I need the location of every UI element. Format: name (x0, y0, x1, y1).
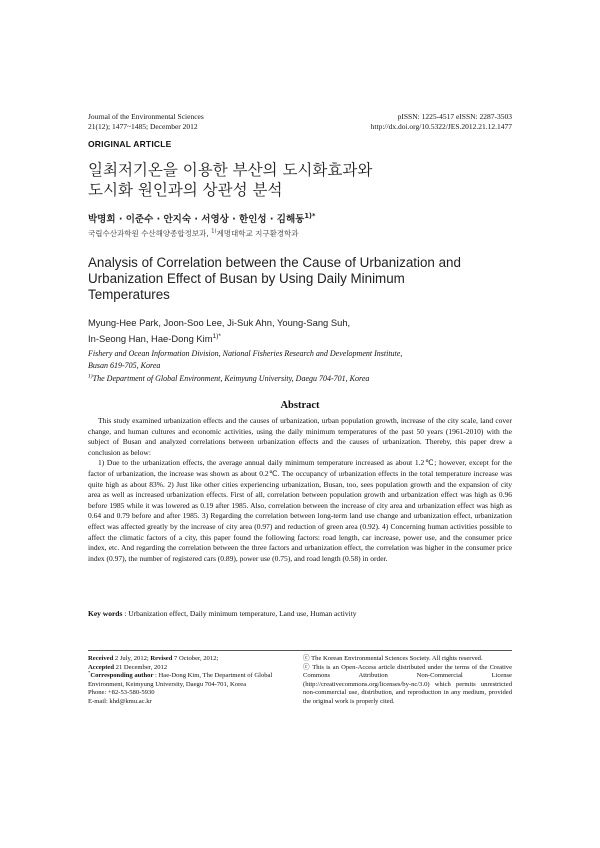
affil1-line1: Fishery and Ocean Information Division, National Fisheries Research and Development Institute, (88, 349, 403, 358)
english-title-line2: Urbanization Effect of Busan by Using Daily Minimum (88, 271, 405, 286)
korean-title-line1: 일최저기온을 이용한 부산의 도시화효과와 (88, 161, 373, 179)
revised-label: Revised (150, 655, 173, 662)
accepted-line (88, 664, 300, 673)
keywords-separator: : (122, 609, 129, 618)
keywords-text: Urbanization effect, Daily minimum temperature, Land use, Human activity (128, 609, 357, 618)
english-authors (88, 315, 508, 347)
issn-text: pISSN: 1225-4517 eISSN: 2287-3503 (397, 112, 512, 121)
abstract-paragraph-2: 1) Due to the urbanization effects, the average annual daily minimum temperature increased as about 1.2℃; however, except for the factor of urbanization, the increase was shown as about 0.2℃. The occupancy of urbanization effects in the total temperature increase was quite high as about 83%. 2) Just like other cities experiencing urbanization, Busan, too, sees population growth and the expansion of city area as well as increased urbanization effects. First of all, correlation between population growth and urbanization effect was high as 0.96 before 1985 while it was lowered as 0.19 after 1985. Also, correlation between the increase of city area and urbanization effect was high as 0.64 and 0.79 before and after 1985. 3) Regarding the correlation between long-term land use change and urbanization effect, urbanization effect was affected greatly by the increase of city area (0.97) and reduction of green area (0.92). 4) Concerning human activities possible to affect the climatic factors of a city, this paper found the following factors: road length, car increase, power use, and the consumer price index, etc. And regarding the correlation between the three factors and urbanization effect, the correlation was higher in the consumer price index (0.97), the number of registered cars (0.89), power use (0.75), and road length (0.58) in order. (88, 458, 512, 563)
korean-author-sup: 1)* (304, 211, 316, 220)
korean-affil-rest: 계명대학교 지구환경학과 (216, 229, 299, 238)
footer-divider (88, 650, 512, 651)
issn-doi (252, 112, 512, 132)
abstract-body (88, 416, 512, 564)
korean-affil-sup: 1) (211, 228, 217, 235)
footer-license (303, 655, 512, 707)
article-type: ORIGINAL ARTICLE (88, 139, 172, 149)
phone: Phone: +82-53-580-5930 (88, 689, 155, 697)
received-label: Received (88, 655, 114, 662)
corr-star: * (88, 670, 91, 675)
affil1-line2: Busan 619-705, Korea (88, 361, 161, 370)
english-title (88, 255, 518, 303)
english-authors-line2: In-Seong Han, Hae-Dong Kim (88, 333, 213, 344)
english-authors-line1: Myung-Hee Park, Joon-Soo Lee, Ji-Suk Ahn, Young-Sang Suh, (88, 317, 351, 328)
korean-affil-main: 국립수산과학원 수산해양종합정보과, (88, 229, 212, 238)
english-title-line1: Analysis of Correlation between the Cause of Urbanization and (88, 255, 461, 270)
copyright-notice: ⓒ The Korean Environmental Sciences Society. All rights reserved. (303, 655, 483, 662)
received-revised-line (88, 655, 300, 664)
english-authors-sup: 1)* (212, 332, 221, 340)
abstract-heading: Abstract (280, 400, 320, 411)
accepted-label: Accepted (88, 663, 114, 671)
keywords-label: Key words (88, 609, 123, 618)
footer-dates-contact (88, 655, 300, 707)
affil2-text: The Department of Global Environment, Keimyung University, Daegu 704-701, Korea (92, 374, 370, 383)
korean-author-names: 박명희 · 이준수 · 안지숙 · 서영상 · 한인성 · 김해동 (88, 214, 305, 225)
english-title-line3: Temperatures (88, 287, 170, 302)
corresponding-author (88, 672, 300, 689)
corr-text: : Hae-Dong Kim, The Department of Global Environment, Keimyung University, Daegu 704-701, Korea (88, 672, 273, 688)
received-date: 2 July, 2012; (113, 655, 151, 662)
corr-label: Corresponding author (90, 672, 154, 680)
journal-name: Journal of the Environmental Sciences (88, 112, 204, 121)
revised-date: 7 October, 2012; (172, 655, 219, 662)
keywords (88, 609, 512, 618)
korean-title-line2: 도시화 원인과의 상관성 분석 (88, 181, 283, 199)
english-affiliation-1 (88, 348, 518, 372)
english-affiliation-2 (88, 373, 518, 385)
doi-link[interactable]: http://dx.doi.org/10.5322/JES.2012.21.12.1477 (370, 122, 512, 131)
abstract-paragraph-1: This study examined urbanization effects and the causes of urbanization, urban population growth, increase of the city scale, land cover change, and human cultures and economic activities, using the daily minimum temperatures of the past 50 years (1961-2010) with the subject of Busan and analyzed correlations between urbanization effects and the causes of urbanization. Thereby, this paper drew a conclusion as below: (88, 416, 512, 457)
korean-affiliation (88, 228, 299, 239)
affil2-sup: 1) (88, 373, 93, 380)
korean-title (88, 160, 508, 200)
accepted-date: 21 December, 2012 (114, 663, 168, 671)
license-notice: ⓒ This is an Open-Access article distributed under the terms of the Creative Commons Attribution Non-Commercial License (http://creativecommons.org/licenses/by-nc/3.0) which permits unrestricted non-commercial use, distribution, and reproduction in any medium, provided the original work is properly cited. (303, 663, 512, 705)
journal-issue: 21(12); 1477~1485; December 2012 (88, 122, 198, 131)
email[interactable]: E-mail: khd@kmu.ac.kr (88, 697, 152, 705)
korean-authors (88, 211, 315, 225)
